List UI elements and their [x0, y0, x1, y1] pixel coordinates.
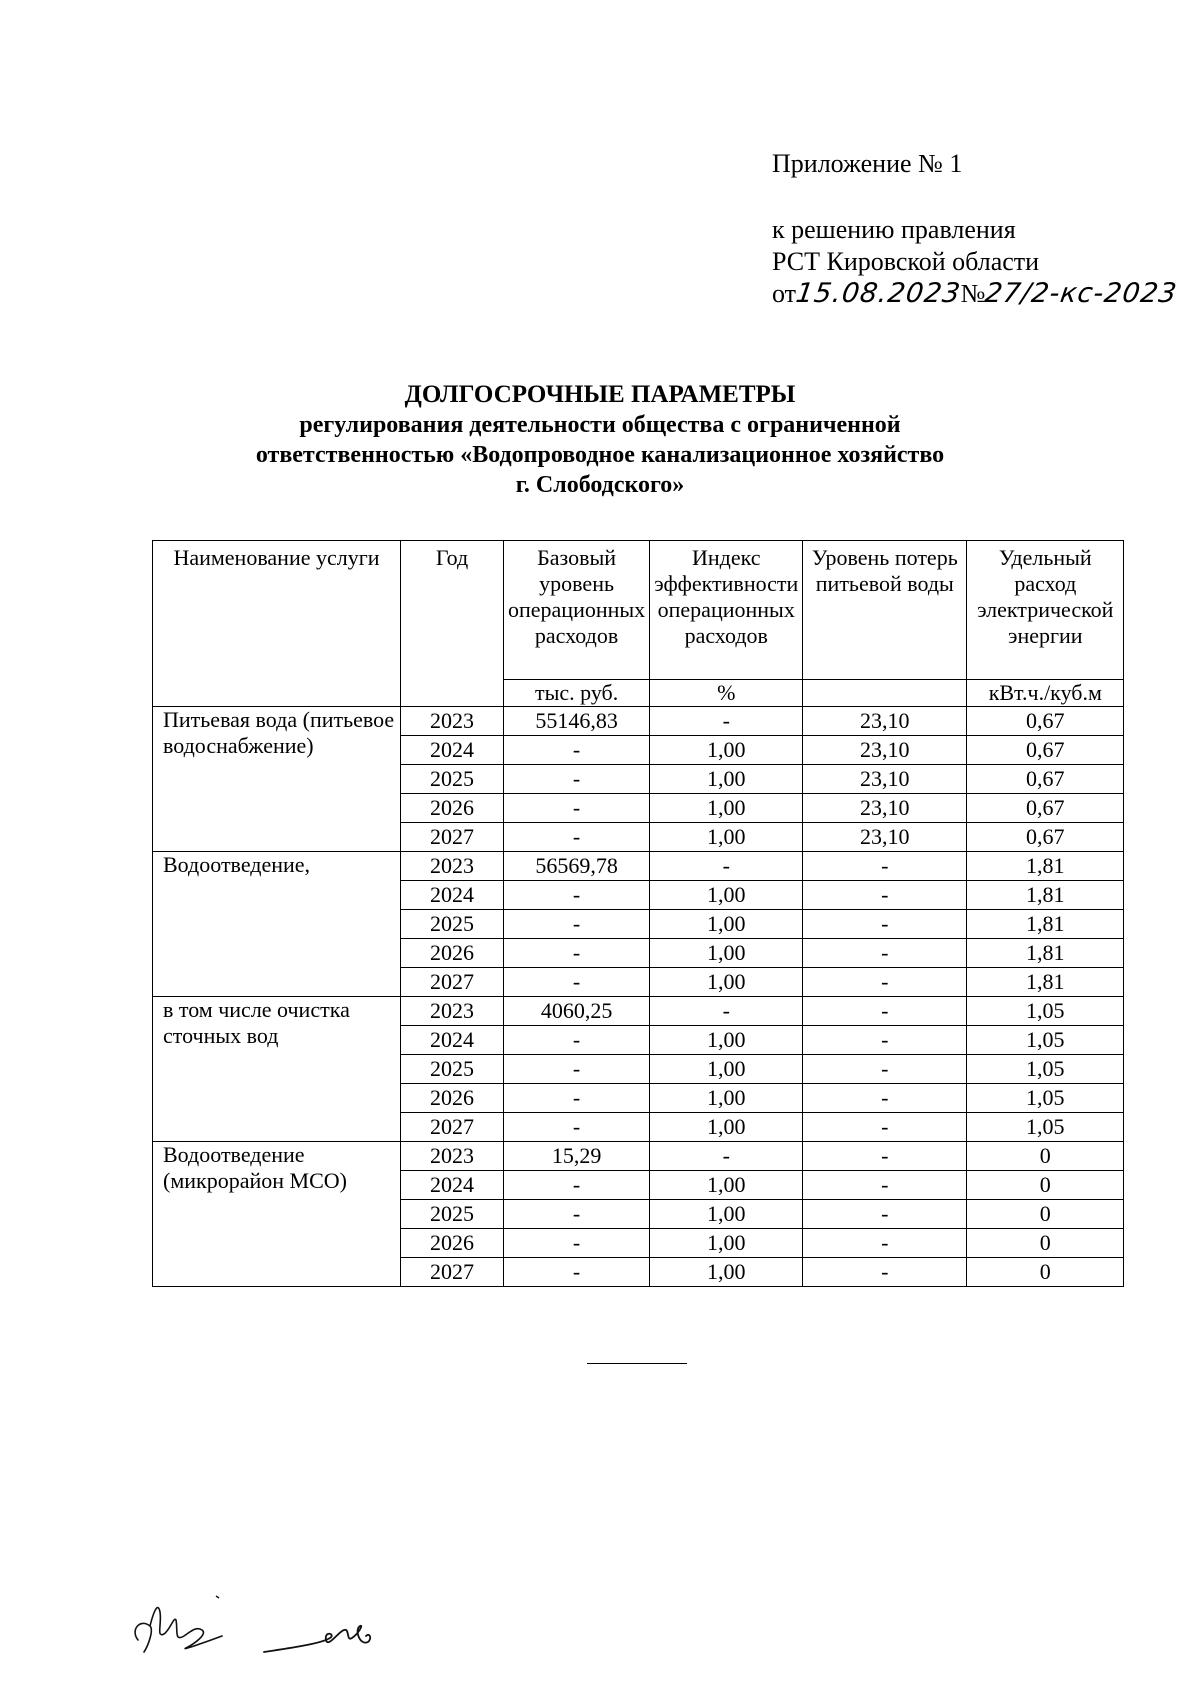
- table-header-row: [153, 541, 1124, 680]
- index-cell: 1,00: [650, 1113, 803, 1142]
- base-cell: -: [504, 939, 650, 968]
- base-cell: 15,29: [504, 1142, 650, 1171]
- energy-cell: 1,05: [967, 997, 1124, 1026]
- date-prefix: от: [772, 279, 797, 308]
- column-unit: [803, 680, 967, 707]
- index-cell: 1,00: [650, 881, 803, 910]
- handwritten-date: 15.08.2023: [793, 278, 963, 309]
- loss-cell: -: [803, 1142, 967, 1171]
- loss-cell: 23,10: [803, 736, 967, 765]
- year-cell: 2024: [401, 1171, 504, 1200]
- index-cell: 1,00: [650, 968, 803, 997]
- loss-cell: -: [803, 1113, 967, 1142]
- title-line-2: регулирования деятельности общества с ограниченной: [299, 412, 901, 438]
- index-cell: 1,00: [650, 736, 803, 765]
- year-cell: 2023: [401, 1142, 504, 1171]
- index-cell: 1,00: [650, 1171, 803, 1200]
- loss-cell: -: [803, 1084, 967, 1113]
- column-header: Удельный расход электрической энергии: [967, 541, 1124, 680]
- index-cell: -: [650, 852, 803, 881]
- index-cell: 1,00: [650, 823, 803, 852]
- loss-cell: -: [803, 1026, 967, 1055]
- decision-line-1: к решению правления: [772, 215, 1016, 244]
- title-line-1: ДОЛГОСРОЧНЫЕ ПАРАМЕТРЫ: [404, 381, 796, 408]
- year-cell: 2024: [401, 736, 504, 765]
- index-cell: 1,00: [650, 765, 803, 794]
- energy-cell: 0: [967, 1258, 1124, 1287]
- year-cell: 2025: [401, 1055, 504, 1084]
- year-cell: 2023: [401, 852, 504, 881]
- base-cell: -: [504, 1055, 650, 1084]
- number-prefix: №: [960, 279, 986, 308]
- table-row: [153, 707, 1124, 736]
- energy-cell: 1,81: [967, 939, 1124, 968]
- loss-cell: -: [803, 939, 967, 968]
- year-cell: 2026: [401, 939, 504, 968]
- base-cell: -: [504, 1229, 650, 1258]
- column-unit: кВт.ч./куб.м: [967, 680, 1124, 707]
- service-name-cell: Водоотведение (микрорайон МСО): [153, 1142, 401, 1287]
- loss-cell: -: [803, 852, 967, 881]
- loss-cell: -: [803, 968, 967, 997]
- year-cell: 2025: [401, 765, 504, 794]
- energy-cell: 0,67: [967, 707, 1124, 736]
- signature-mark-2: [260, 1612, 380, 1662]
- base-cell: -: [504, 1026, 650, 1055]
- energy-cell: 1,05: [967, 1113, 1124, 1142]
- loss-cell: -: [803, 997, 967, 1026]
- parameters-table: [152, 540, 1124, 1287]
- energy-cell: 1,81: [967, 881, 1124, 910]
- title-line-4: г. Слободского»: [515, 472, 685, 498]
- service-name-cell: Водоотведение,: [153, 852, 401, 997]
- year-cell: 2027: [401, 823, 504, 852]
- index-cell: -: [650, 707, 803, 736]
- base-cell: -: [504, 736, 650, 765]
- year-cell: 2027: [401, 1258, 504, 1287]
- year-cell: 2026: [401, 1229, 504, 1258]
- base-cell: -: [504, 1084, 650, 1113]
- index-cell: 1,00: [650, 910, 803, 939]
- end-divider: [587, 1363, 687, 1364]
- base-cell: -: [504, 823, 650, 852]
- base-cell: -: [504, 1258, 650, 1287]
- column-header: Уровень потерь питьевой воды: [803, 541, 967, 680]
- energy-cell: 0,67: [967, 736, 1124, 765]
- loss-cell: 23,10: [803, 765, 967, 794]
- column-header: Наименование услуги: [153, 541, 401, 707]
- column-header: Год: [401, 541, 504, 707]
- energy-cell: 1,05: [967, 1055, 1124, 1084]
- base-cell: -: [504, 1171, 650, 1200]
- energy-cell: 1,81: [967, 852, 1124, 881]
- index-cell: 1,00: [650, 794, 803, 823]
- loss-cell: -: [803, 1229, 967, 1258]
- loss-cell: 23,10: [803, 823, 967, 852]
- index-cell: 1,00: [650, 1026, 803, 1055]
- year-cell: 2024: [401, 1026, 504, 1055]
- energy-cell: 0: [967, 1229, 1124, 1258]
- title-line-3: ответственностью «Водопроводное канализационное хозяйство: [255, 442, 945, 468]
- year-cell: 2026: [401, 794, 504, 823]
- column-header: Базовый уровень операционных расходов: [504, 541, 650, 680]
- loss-cell: 23,10: [803, 707, 967, 736]
- energy-cell: 0: [967, 1142, 1124, 1171]
- base-cell: -: [504, 910, 650, 939]
- base-cell: 56569,78: [504, 852, 650, 881]
- index-cell: 1,00: [650, 1200, 803, 1229]
- energy-cell: 0: [967, 1200, 1124, 1229]
- year-cell: 2027: [401, 1113, 504, 1142]
- service-name-cell: Питьевая вода (питьевое водоснабжение): [153, 707, 401, 852]
- year-cell: 2025: [401, 1200, 504, 1229]
- column-unit: %: [650, 680, 803, 707]
- year-cell: 2025: [401, 910, 504, 939]
- base-cell: -: [504, 968, 650, 997]
- index-cell: -: [650, 997, 803, 1026]
- energy-cell: 0: [967, 1171, 1124, 1200]
- index-cell: 1,00: [650, 939, 803, 968]
- energy-cell: 1,05: [967, 1026, 1124, 1055]
- energy-cell: 1,05: [967, 1084, 1124, 1113]
- column-header: Индекс эффективности операционных расходов: [650, 541, 803, 680]
- base-cell: -: [504, 881, 650, 910]
- base-cell: -: [504, 794, 650, 823]
- base-cell: -: [504, 1200, 650, 1229]
- loss-cell: -: [803, 1258, 967, 1287]
- table-row: [153, 852, 1124, 881]
- year-cell: 2027: [401, 968, 504, 997]
- year-cell: 2023: [401, 707, 504, 736]
- decision-date-line: [772, 278, 1180, 310]
- index-cell: 1,00: [650, 1258, 803, 1287]
- index-cell: 1,00: [650, 1084, 803, 1113]
- base-cell: 4060,25: [504, 997, 650, 1026]
- document-title: [150, 380, 1050, 500]
- energy-cell: 0,67: [967, 794, 1124, 823]
- year-cell: 2024: [401, 881, 504, 910]
- loss-cell: -: [803, 1171, 967, 1200]
- loss-cell: -: [803, 910, 967, 939]
- energy-cell: 1,81: [967, 910, 1124, 939]
- index-cell: 1,00: [650, 1055, 803, 1084]
- appendix-block: [772, 148, 1180, 310]
- signature-mark-1: [124, 1590, 234, 1660]
- base-cell: 55146,83: [504, 707, 650, 736]
- index-cell: 1,00: [650, 1229, 803, 1258]
- table-row: [153, 997, 1124, 1026]
- year-cell: 2023: [401, 997, 504, 1026]
- energy-cell: 0,67: [967, 823, 1124, 852]
- handwritten-number: 27/2-кс-2023: [983, 278, 1180, 309]
- base-cell: -: [504, 1113, 650, 1142]
- energy-cell: 1,81: [967, 968, 1124, 997]
- loss-cell: -: [803, 1055, 967, 1084]
- table-row: [153, 1142, 1124, 1171]
- year-cell: 2026: [401, 1084, 504, 1113]
- decision-line-2: РСТ Кировской области: [772, 247, 1040, 276]
- column-unit: тыс. руб.: [504, 680, 650, 707]
- appendix-label: Приложение № 1: [772, 149, 963, 178]
- base-cell: -: [504, 765, 650, 794]
- loss-cell: -: [803, 881, 967, 910]
- index-cell: -: [650, 1142, 803, 1171]
- loss-cell: -: [803, 1200, 967, 1229]
- energy-cell: 0,67: [967, 765, 1124, 794]
- loss-cell: 23,10: [803, 794, 967, 823]
- service-name-cell: в том числе очистка сточных вод: [153, 997, 401, 1142]
